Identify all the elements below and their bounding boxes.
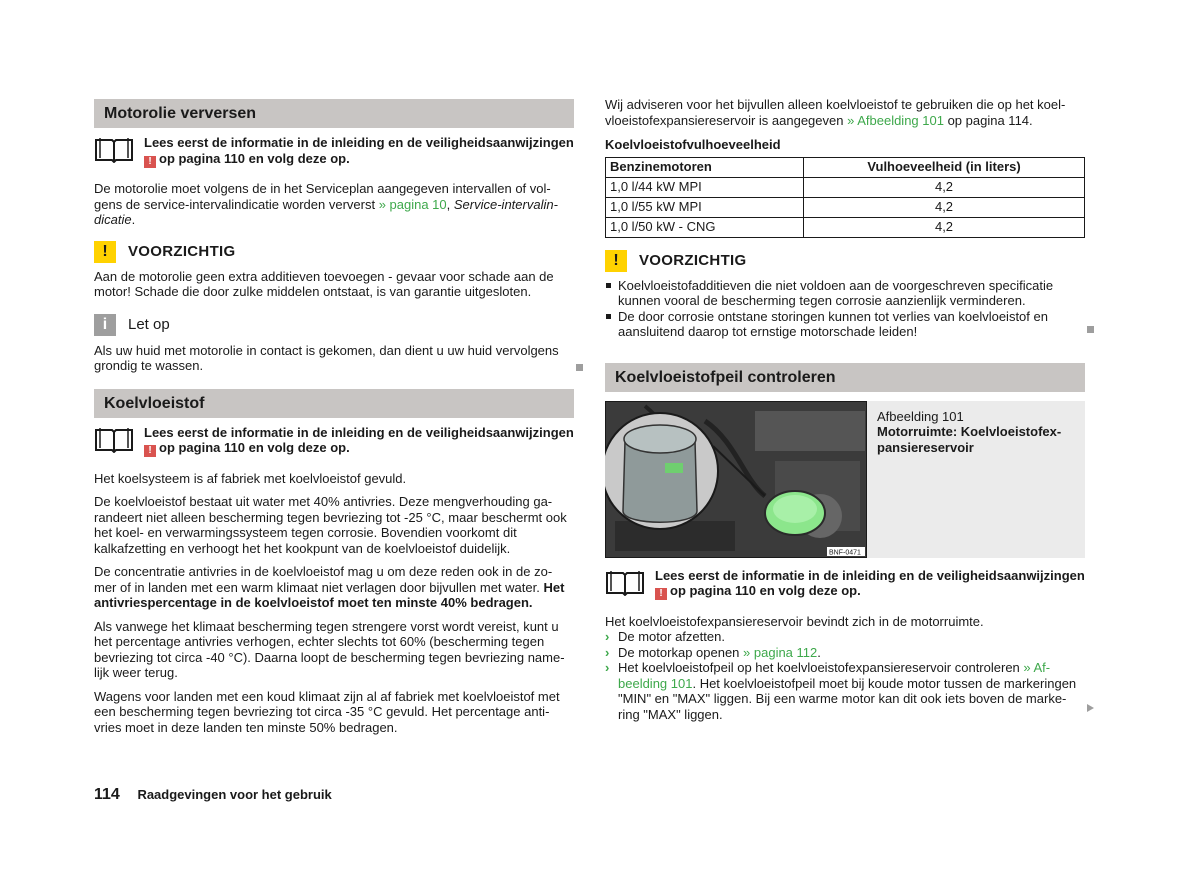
paragraph <box>94 564 574 611</box>
table-cell: 1,0 l/44 kW MPI <box>606 177 804 197</box>
instruction-step <box>605 660 1085 722</box>
note-icon: i <box>94 314 116 336</box>
bold-text: Het antivriespercentage in de koelvloeistof moet ten minste 40% bedragen. <box>94 579 565 610</box>
paragraph: De koelvloeistof bestaat uit water met 40% antivries. Deze mengverhouding ga-randeert niet alleen bescherming tegen bevriezing tot -25 °C, maar beschermt ook het koel- en verwarmingssysteem tegen corrosie. Bovendien voorkomt dit kalkafzetting en verhoogt het het kookpunt van de koelvloeistof duidelijk. <box>94 494 567 556</box>
text: . <box>131 212 136 227</box>
caution-heading <box>94 240 574 264</box>
table-cell: 4,2 <box>804 217 1085 237</box>
table-header: Vulhoeveelheid (in liters) <box>804 157 1085 177</box>
section-title-koelvloeistofpeil: Koelvloeistofpeil controleren <box>605 363 1085 392</box>
book-icon <box>605 570 645 596</box>
text: Wij adviseren voor het bijvullen alleen koelvloeistof te gebruiken die op het koel-vloeistofexpansiereservoir is aangegeven <box>605 97 1066 128</box>
footer-text: Raadgevingen voor het gebruik <box>137 787 332 802</box>
link-pagina-112[interactable]: » pagina 112 <box>743 644 818 660</box>
figure-101 <box>605 401 1085 558</box>
text: , <box>446 196 454 212</box>
table-cell: 1,0 l/55 kW MPI <box>606 197 804 217</box>
link-pagina-10[interactable]: » pagina 10 <box>378 196 447 212</box>
fill-quantity-table <box>605 157 1085 238</box>
text: Het koelvloeistofpeil op het koelvloeistofexpansiereservoir controleren <box>618 660 1024 675</box>
page-footer <box>94 787 332 803</box>
note-text: Als uw huid met motorolie in contact is gekomen, dan dient u uw huid vervolgens grondig te wassen. <box>94 342 559 373</box>
list-item: Koelvloeistofadditieven die niet voldoen aan de voorgeschreven specificatie kunnen vooral de bescherming tegen corrosie aanzienlijk verminderen. <box>605 278 1085 309</box>
paragraph <box>605 97 1085 128</box>
text: De motorkap openen <box>618 644 744 660</box>
text: De motor afzetten. <box>618 629 725 644</box>
read-first-line-2: op pagina 110 en volg deze op. <box>159 150 350 166</box>
note-heading <box>94 313 574 337</box>
table-cell: 4,2 <box>804 177 1085 197</box>
left-column <box>94 99 574 735</box>
table-cell: 4,2 <box>804 197 1085 217</box>
table-header: Benzinemotoren <box>606 157 804 177</box>
page-number: 114 <box>94 786 120 803</box>
read-first-line-1: Lees eerst de informatie in de inleiding en de veiligheidsaanwijzingen <box>655 567 1085 583</box>
read-first-line-2: op pagina 110 en volg deze op. <box>670 583 861 598</box>
emphasis: Service-intervalin-dicatie <box>94 196 558 227</box>
figure-code: BNF-0471 <box>829 549 861 556</box>
table-header-row <box>606 157 1085 177</box>
link-afbeelding-101[interactable]: » Afbeelding 101 <box>847 112 944 128</box>
caution-icon: ! <box>94 241 116 263</box>
caution-text: Aan de motorolie geen extra additieven toevoegen - gevaar voor schade aan de motor! Schade die door zulke middelen ontstaat, is van garantie uitgesloten. <box>94 268 554 299</box>
read-first-line-1: Lees eerst de informatie in de inleiding en de veiligheidsaanwijzingen <box>144 424 574 440</box>
paragraph: Wagens voor landen met een koud klimaat zijn al af fabriek met koelvloeistof met een bescherming tegen bevriezing tot circa -35 °C gevuld. Het percentage anti-vries moet in deze landen ten minste 50% bedragen. <box>94 688 560 735</box>
text: op pagina 114. <box>943 112 1033 128</box>
caution-title: VOORZICHTIG <box>639 251 747 269</box>
link-afbeelding-101[interactable]: » Af-beelding 101 <box>618 660 1051 691</box>
table-row <box>606 177 1085 197</box>
read-first-line-2: op pagina 110 en volg deze op. <box>159 440 350 455</box>
table-row <box>606 217 1085 237</box>
figure-title: Motorruimte: Koelvloeistofex-pansiereservoir <box>877 424 1062 455</box>
read-first-notice <box>605 568 1085 602</box>
warning-icon: ! <box>144 445 156 457</box>
caution-heading <box>605 249 1085 273</box>
section-title-koelvloeistof: Koelvloeistof <box>94 389 574 418</box>
instruction-step <box>605 645 1085 661</box>
text: . Het koelvloeistofpeil moet bij koude motor tussen de markeringen "MIN" en "MAX" liggen. Bij een warme motor kan dit ook iets boven de marke-ring "MAX" liggen. <box>618 675 1077 722</box>
text: De concentratie antivries in de koelvloeistof mag u om deze reden ook in de zo-mer of in landen met een warm klimaat niet verlagen door bijvullen met water. <box>94 564 553 595</box>
text: . <box>817 644 821 660</box>
text: De motorolie moet volgens de in het Serviceplan aangegeven intervallen of vol-gens de service-intervalindicatie worden ververst <box>94 181 551 212</box>
table-title: Koelvloeistofvulhoeveelheid <box>605 137 781 152</box>
caution-icon: ! <box>605 250 627 272</box>
figure-caption <box>867 401 1085 558</box>
continue-arrow-icon <box>1087 704 1094 712</box>
paragraph: Het koelvloeistofexpansiereservoir bevindt zich in de motorruimte. <box>605 613 984 629</box>
paragraph: Het koelsysteem is af fabriek met koelvloeistof gevuld. <box>94 470 407 486</box>
warning-icon: ! <box>144 156 156 168</box>
caution-list <box>605 278 1085 340</box>
step-arrow-icon: › <box>605 660 610 675</box>
figure-label: Afbeelding 101 <box>877 408 964 424</box>
warning-icon: ! <box>655 588 667 600</box>
table-row <box>606 197 1085 217</box>
instruction-step <box>605 629 1085 645</box>
engine-bay-image <box>605 401 867 558</box>
section-end-marker <box>576 364 583 371</box>
step-arrow-icon: › <box>605 644 610 660</box>
step-arrow-icon: › <box>605 629 610 644</box>
read-first-line-1: Lees eerst de informatie in de inleiding en de veiligheidsaanwijzingen <box>144 135 574 150</box>
note-title: Let op <box>128 315 170 333</box>
paragraph: Als vanwege het klimaat bescherming tegen strengere vorst wordt vereist, kunt u het percentage antivries verhogen, echter slechts tot 60% (bescherming tegen bevriezing tot circa -40 °C). Daarna loopt de bescherming tegen bevriezing name-lijk weer terug. <box>94 618 565 680</box>
list-item: De door corrosie ontstane storingen kunnen tot verlies van koelvloeistof en aansluitend daarop tot ernstige motorschade leiden! <box>605 309 1085 340</box>
paragraph <box>94 181 574 228</box>
table-cell: 1,0 l/50 kW - CNG <box>606 217 804 237</box>
engine-bay-illustration <box>605 401 867 558</box>
caution-title: VOORZICHTIG <box>128 242 236 260</box>
book-icon <box>94 427 134 453</box>
section-title-motorolie: Motorolie verversen <box>94 99 574 128</box>
section-end-marker <box>1087 326 1094 333</box>
read-first-notice <box>94 425 574 459</box>
right-column <box>605 97 1085 722</box>
book-icon <box>94 137 134 163</box>
read-first-notice <box>94 135 574 169</box>
